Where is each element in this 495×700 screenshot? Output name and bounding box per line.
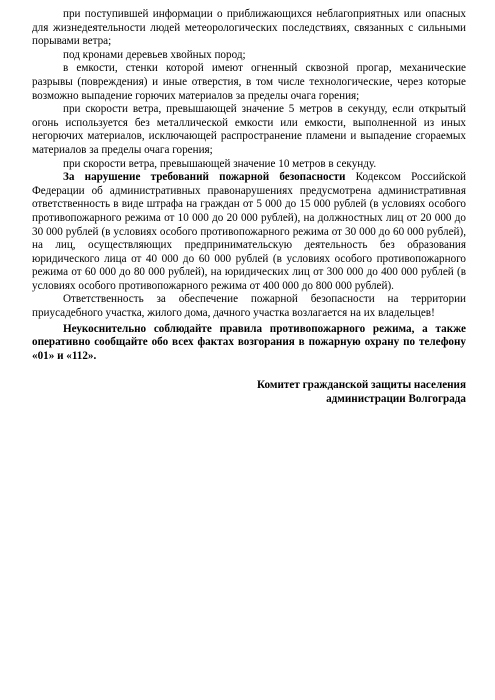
paragraph-container-damage: в емкости, стенки которой имеют огненный сквозной прогар, механические разрывы (повреждения) и иные отверстия, в том числе технологические, через которые возможно выпадение горючих материалов за пределы очага горения; [32, 62, 466, 102]
paragraph-liability [32, 171, 466, 293]
signature-line-1: Комитет гражданской защиты населения [257, 379, 466, 392]
paragraph-wind-10ms: при скорости ветра, превышающей значение 10 метров в секунду. [63, 157, 377, 170]
liability-lead: За нарушение требований пожарной безопасности [63, 171, 346, 184]
paragraph-conifer-crowns: под кронами деревьев хвойных пород; [63, 48, 246, 61]
signature-block [32, 379, 466, 406]
signature-line-2: администрации Волгограда [326, 393, 466, 406]
paragraph-appeal: Неукоснительно соблюдайте правила противопожарного режима, а также оперативно сообщайте обо всех фактах возгорания в пожарную охрану по телефону «01» и «112». [32, 322, 466, 362]
paragraph-responsibility: Ответственность за обеспечение пожарной безопасности на территории приусадебного участка, жилого дома, дачного участка возлагается на их владельцев! [32, 293, 466, 320]
paragraph-wind-5ms: при скорости ветра, превышающей значение 5 метров в секунду, если открытый огонь используется без металлической емкости или емкости, выполненной из иных негорючих материалов, исключающей распространение пламени и выпадение сгораемых материалов за пределы очага горения; [32, 103, 466, 156]
liability-text: Кодексом Российской Федерации об административных правонарушениях предусмотрена административная ответственность в виде штрафа на граждан от 5 000 до 15 000 рублей (в условиях особого противопожарного режима от 10 000 до 20 000 рублей), на должностных лиц от 20 000 до 30 000 рублей (в условиях особого противопожарного режима от 30 000 до 60 000 рублей), на лиц, осуществляющих предпринимательскую деятельность без образования юридического лица от 40 000 до 60 000 рублей (в условиях особого противопожарного режима от 60 000 до 80 000 рублей), на юридических лиц от 300 000 до 400 000 рублей (в условиях особого противопожарного режима от 400 000 до 800 000 рублей). [32, 171, 466, 292]
paragraph-wind-warning: при поступившей информации о приближающихся неблагоприятных или опасных для жизнедеятельности людей метеорологических последствиях, связанных с сильными порывами ветра; [32, 8, 466, 48]
document-page [32, 8, 466, 407]
